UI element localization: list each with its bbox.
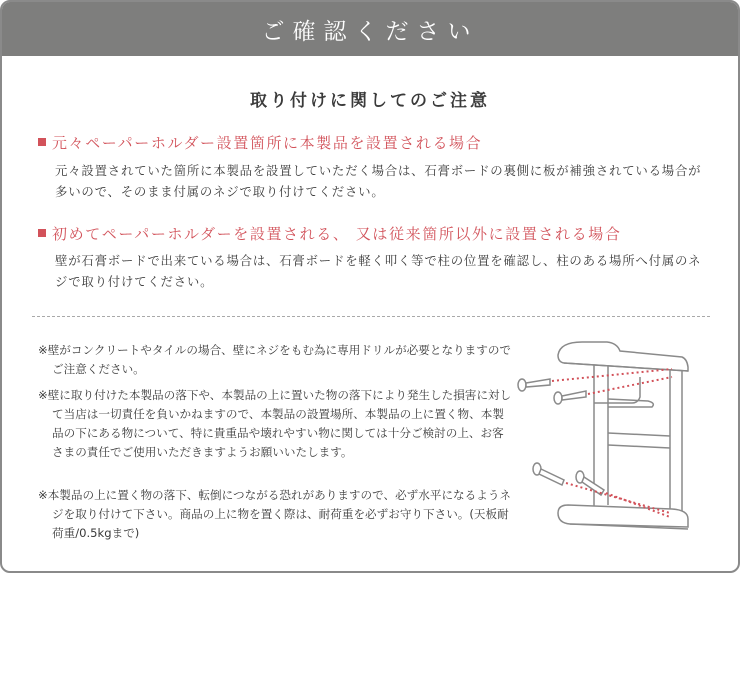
section-heading-new bbox=[38, 223, 621, 244]
header-title: ご確認ください bbox=[261, 18, 479, 45]
wall-mount-screw-diagram-icon bbox=[512, 337, 712, 542]
section-heading-text: 初めてペーパーホルダーを設置される、 又は従来箇所以外に設置される場合 bbox=[52, 225, 622, 243]
note-item: ※壁がコンクリートやタイルの場合、壁にネジをもむ為に専用ドリルが必要となりますのでご注意ください。 bbox=[38, 343, 512, 376]
bullet-square-icon bbox=[38, 138, 46, 146]
page-subtitle: 取り付けに関してのご注意 bbox=[250, 91, 490, 111]
dashed-divider bbox=[32, 316, 710, 317]
bullet-square-icon bbox=[38, 229, 46, 237]
section-heading-existing bbox=[38, 132, 482, 153]
notice-header bbox=[2, 2, 738, 56]
section-body-existing: 元々設置されていた箇所に本製品を設置していただく場合は、石膏ボードの裏側に板が補強されている場合が多いので、そのまま付属のネジで取り付けてください。 bbox=[55, 163, 702, 199]
note-item: ※本製品の上に置く物の落下、転倒につながる恐れがありますので、必ず水平になるようネジを取り付けて下さい。商品の上に物を置く際は、耐荷重を必ずお守り下さい。(天板耐荷重/0.5kgまで) bbox=[38, 488, 512, 540]
section-heading-text: 元々ペーパーホルダー設置箇所に本製品を設置される場合 bbox=[52, 134, 483, 152]
section-body-new: 壁が石膏ボードで出来ている場合は、石膏ボードを軽く叩く等で柱の位置を確認し、柱のある場所へ付属のネジで取り付けてください。 bbox=[55, 253, 702, 289]
note-item: ※壁に取り付けた本製品の落下や、本製品の上に置いた物の落下により発生した損害に対して当店は一切責任を負いかねますので、本製品の設置場所、本製品の上に置く物、本製品の下にある物について、特に貴重品や壊れやすい物に関しては十分ご検討の上、お客さまの責任でご使用いただきますようお願いいたします。 bbox=[38, 388, 512, 459]
